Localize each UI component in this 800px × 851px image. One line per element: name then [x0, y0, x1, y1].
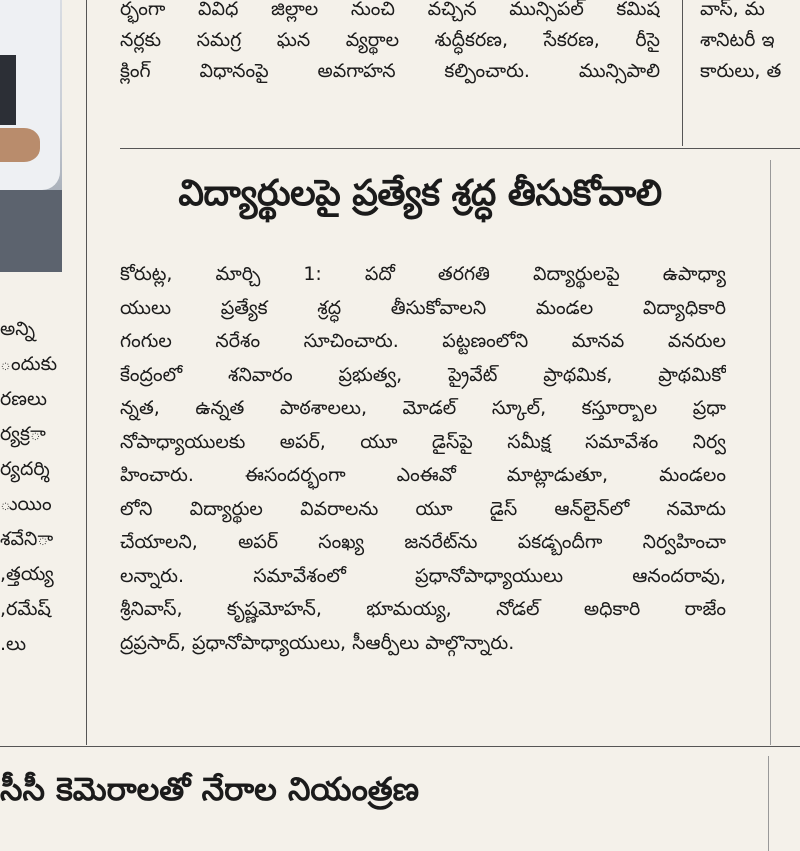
body-line: యులు ప్రత్యేక శ్రద్ధ తీసుకోవాలని మండల విద్యాధికారి	[120, 296, 726, 319]
body-line: గంగుల నరేశం సూచించారు. పట్టణంలోని మానవ వనరుల	[120, 330, 726, 352]
top-article-line: క్లింగ్ విధానంపై అవగాహన కల్పించారు. మున్సిపాలి	[120, 60, 660, 82]
body-line: ద్రప్రసాద్, ప్రధానోపాధ్యాయులు, సీఆర్పీలు పాల్గొన్నారు.	[120, 631, 515, 654]
column-divider-right	[770, 160, 771, 745]
column-divider-left	[86, 0, 87, 745]
right-column-fragment	[700, 0, 800, 87]
body-line: కేంద్రంలో శనివారం ప్రభుత్వ, ప్రైవేట్ ప్రాథమిక, ప్రాథమికో	[120, 363, 726, 386]
right-column-line: వాస్, మ	[700, 0, 765, 20]
left-column-line: లు.	[0, 633, 27, 655]
body-line: చేయాలని, అపర్ సంఖ్య జనరేట్‌ను పకడ్బందీగా నిర్వహించా	[120, 531, 726, 553]
left-column-line: అన్ని	[0, 318, 36, 340]
left-column-line: ందుకు	[0, 353, 58, 375]
article-divider-top	[120, 148, 800, 149]
column-divider-bottom-right	[768, 756, 769, 851]
left-column-line: త్తయ్య,	[0, 563, 54, 585]
left-column-fragment	[0, 312, 74, 662]
top-article-line: నర్లకు సమగ్ర ఘన వ్యర్థాల శుద్ధీకరణ, సేకరణ, రీసై	[120, 29, 660, 51]
column-divider-top-right	[682, 0, 683, 146]
main-headline: విద్యార్థులపై ప్రత్యేక శ్రద్ధ తీసుకోవాలి	[178, 173, 662, 214]
photo-paper	[0, 55, 16, 125]
right-column-line: కారులు, త	[700, 60, 782, 82]
body-line: లోని విద్యార్థుల వివరాలను యూ డైస్ ఆన్‌లైన్‌లో నమోదు	[120, 497, 726, 520]
photo-pants	[0, 190, 62, 272]
left-column-line: ార్యక్ర	[0, 423, 46, 445]
body-line: హించారు. ఈసందర్భంగా ఎంఈవో మాట్లాడుతూ, మండలం	[120, 464, 726, 486]
body-line: న్నత, ఉన్నత పాఠశాలలు, మోడల్ స్కూల్, కస్తూర్బాల ప్రధా	[120, 397, 726, 419]
photo-hand	[0, 128, 40, 162]
left-column-line: ాశవేని	[0, 528, 54, 550]
body-line: నోపాధ్యాయులకు అపర్, యూ డైస్‌పై సమీక్ష సమావేశం నిర్వ	[120, 430, 726, 453]
body-line: కోరుట్ల, మార్చి 1: పదో తరగతి విద్యార్థులపై ఉపాధ్యా	[120, 263, 726, 285]
news-photo	[0, 0, 62, 272]
article-divider-bottom	[0, 746, 800, 747]
left-column-line: ర్యదర్శి	[0, 458, 50, 480]
bottom-headline: సీసీ కెమెరాలతో నేరాల నియంత్రణ	[0, 770, 420, 808]
body-line: లన్నారు. సమావేశంలో ప్రధానోపాధ్యాయులు ఆనందరావు,	[120, 564, 726, 587]
right-column-line: శానిటరీ ఇ	[700, 29, 775, 51]
top-article-line: ర్భంగా వివిధ జిల్లాల నుంచి వచ్చిన మున్సిపల్ కమిష	[120, 0, 660, 20]
left-column-line: రమేష్,	[0, 598, 51, 620]
top-article-fragment	[120, 0, 660, 87]
body-line: శ్రీనివాస్, కృష్ణమోహన్, భూమయ్య, నోడల్ అధికారి రాజేం	[120, 598, 726, 620]
main-article-body	[120, 258, 726, 660]
left-column-line: రణలు	[0, 388, 48, 410]
left-column-line: ుయిం	[0, 493, 52, 515]
